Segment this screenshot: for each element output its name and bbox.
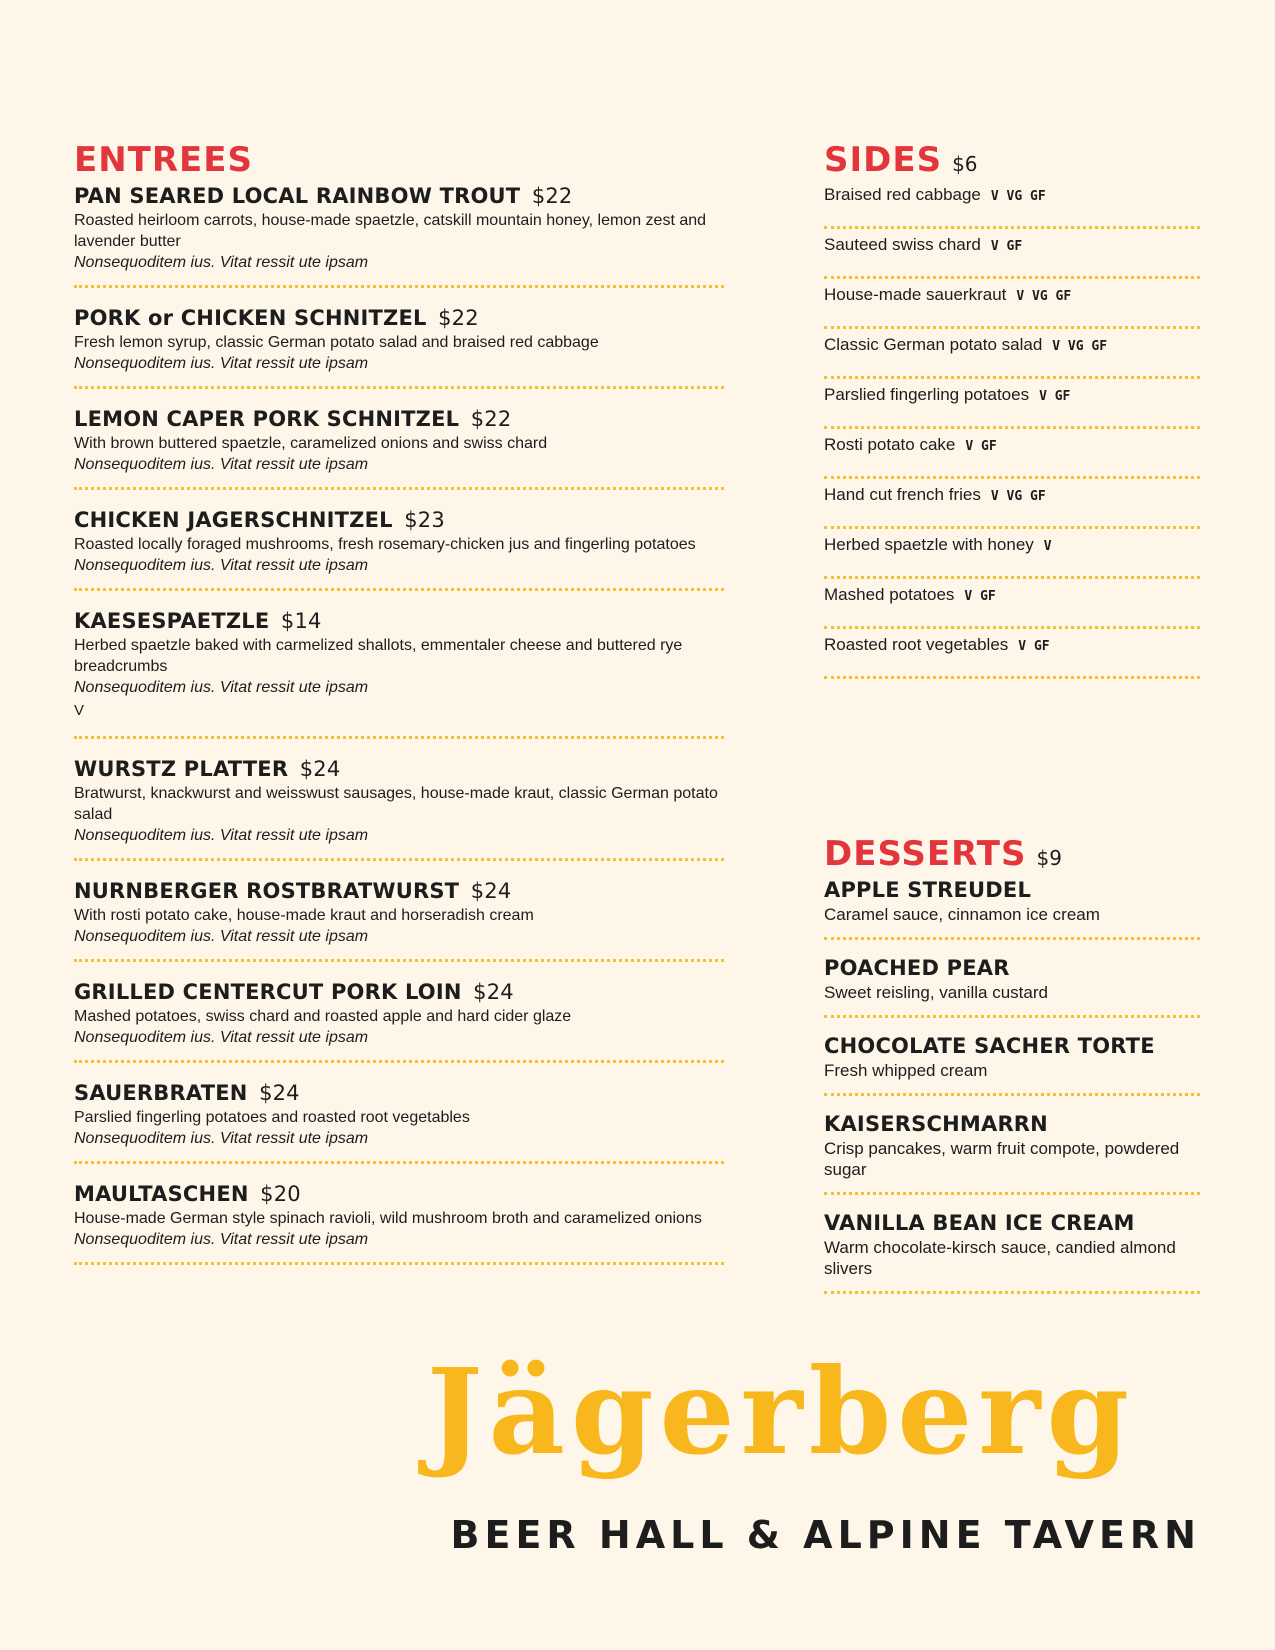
entree-note: Nonsequoditem ius. Vitat ressit ute ipsam xyxy=(74,1231,369,1248)
side-name: Mashed potatoes xyxy=(824,585,955,604)
dietary-tags: V GF xyxy=(1018,639,1050,654)
entree-item xyxy=(74,506,724,591)
entree-name: GRILLED CENTERCUT PORK LOIN xyxy=(74,980,462,1004)
side-name: Parslied fingerling potatoes xyxy=(824,385,1030,404)
entree-price: $14 xyxy=(280,609,322,633)
entree-item xyxy=(74,304,724,389)
side-item xyxy=(824,532,1200,579)
entree-description: House-made German style spinach ravioli, wild mushroom broth and caramelized onions xyxy=(74,1210,702,1227)
dietary-tags: V GF xyxy=(990,239,1023,254)
dietary-tags: V VG GF xyxy=(1052,339,1108,354)
dietary-tags: V GF xyxy=(1039,389,1071,404)
dietary-tags: V GF xyxy=(965,439,997,454)
dessert-item xyxy=(824,1032,1200,1096)
sides-section xyxy=(824,138,1200,682)
side-name: House-made sauerkraut xyxy=(824,285,1007,304)
dessert-name: POACHED PEAR xyxy=(824,956,1010,980)
side-item xyxy=(824,382,1200,429)
entree-note: Nonsequoditem ius. Vitat ressit ute ipsam xyxy=(74,1029,369,1046)
entree-note: Nonsequoditem ius. Vitat ressit ute ipsam xyxy=(74,557,369,574)
entree-name: WURSTZ PLATTER xyxy=(74,757,289,781)
entree-item xyxy=(74,755,724,861)
sides-title xyxy=(824,138,1200,182)
dessert-item xyxy=(824,876,1200,940)
brand-tagline: BEER HALL & ALPINE TAVERN xyxy=(450,1513,1201,1557)
entree-description: Roasted locally foraged mushrooms, fresh rosemary-chicken jus and fingerling potatoes xyxy=(74,536,696,553)
entree-price: $20 xyxy=(260,1182,301,1206)
entree-price: $22 xyxy=(470,407,512,431)
dessert-description: Fresh whipped cream xyxy=(824,1061,988,1080)
entree-name: PORK or CHICKEN SCHNITZEL xyxy=(74,306,427,330)
side-item xyxy=(824,332,1200,379)
desserts-section xyxy=(824,832,1200,1308)
entree-name: CHICKEN JAGERSCHNITZEL xyxy=(74,508,393,532)
side-item xyxy=(824,432,1200,479)
entree-item xyxy=(74,877,724,962)
side-name: Sauteed swiss chard xyxy=(824,235,981,254)
entree-price: $24 xyxy=(299,757,341,781)
side-item xyxy=(824,582,1200,629)
entree-description: Roasted heirloom carrots, house-made spaetzle, catskill mountain honey, lemon zest and lavender butter xyxy=(74,212,707,250)
dessert-name: APPLE STREUDEL xyxy=(824,878,1032,902)
side-name: Hand cut french fries xyxy=(824,485,981,504)
dessert-item xyxy=(824,954,1200,1018)
entree-price: $24 xyxy=(470,879,512,903)
entree-item xyxy=(74,1079,724,1164)
entree-item xyxy=(74,607,724,739)
dessert-description: Crisp pancakes, warm fruit compote, powdered sugar xyxy=(824,1139,1180,1179)
dietary-tags: V GF xyxy=(964,589,996,604)
entree-name: LEMON CAPER PORK SCHNITZEL xyxy=(74,407,460,431)
side-item xyxy=(824,632,1200,679)
entree-name: PAN SEARED LOCAL RAINBOW TROUT xyxy=(74,184,521,208)
side-name: Braised red cabbage xyxy=(824,185,981,204)
desserts-price: $9 xyxy=(1036,846,1062,870)
entree-description: Mashed potatoes, swiss chard and roasted apple and hard cider glaze xyxy=(74,1008,572,1025)
vegetarian-tag: V xyxy=(74,702,85,719)
desserts-heading: DESSERTS xyxy=(824,834,1027,874)
entree-note: Nonsequoditem ius. Vitat ressit ute ipsam xyxy=(74,928,369,945)
dessert-description: Sweet reisling, vanilla custard xyxy=(824,983,1048,1002)
side-item xyxy=(824,232,1200,279)
side-item xyxy=(824,182,1200,229)
side-item xyxy=(824,482,1200,529)
dessert-item xyxy=(824,1209,1200,1294)
entree-name: SAUERBRATEN xyxy=(74,1081,248,1105)
desserts-title xyxy=(824,832,1200,876)
side-name: Rosti potato cake xyxy=(824,435,956,454)
entree-note: Nonsequoditem ius. Vitat ressit ute ipsam xyxy=(74,355,369,372)
entree-description: Fresh lemon syrup, classic German potato salad and braised red cabbage xyxy=(74,334,599,351)
entree-name: NURNBERGER ROSTBRATWURST xyxy=(74,879,460,903)
entree-item xyxy=(74,182,724,288)
entree-note: Nonsequoditem ius. Vitat ressit ute ipsam xyxy=(74,1130,369,1147)
brand-logo: Jägerberg xyxy=(426,1342,1135,1481)
dietary-tags: V VG GF xyxy=(990,189,1046,204)
entree-price: $24 xyxy=(259,1081,300,1105)
entree-price: $22 xyxy=(531,184,573,208)
entree-description: With rosti potato cake, house-made kraut and horseradish cream xyxy=(74,907,534,924)
entrees-section xyxy=(74,138,724,1281)
dessert-name: CHOCOLATE SACHER TORTE xyxy=(824,1034,1155,1058)
entrees-title: ENTREES xyxy=(74,140,253,180)
dessert-name: VANILLA BEAN ICE CREAM xyxy=(824,1211,1135,1235)
entree-item xyxy=(74,1180,724,1265)
side-name: Roasted root vegetables xyxy=(824,635,1009,654)
dessert-description: Caramel sauce, cinnamon ice cream xyxy=(824,905,1100,924)
dietary-tags: V xyxy=(1043,539,1052,554)
dietary-tags: V VG GF xyxy=(990,489,1046,504)
entree-note: Nonsequoditem ius. Vitat ressit ute ipsam xyxy=(74,254,369,271)
dessert-name: KAISERSCHMARRN xyxy=(824,1112,1048,1136)
entree-description: Herbed spaetzle baked with carmelized shallots, emmentaler cheese and buttered rye breadcrumbs xyxy=(74,637,683,675)
side-name: Herbed spaetzle with honey xyxy=(824,535,1034,554)
entree-description: Parslied fingerling potatoes and roasted root vegetables xyxy=(74,1109,470,1126)
entree-name: MAULTASCHEN xyxy=(74,1182,249,1206)
sides-price: $6 xyxy=(952,152,978,176)
entree-note: Nonsequoditem ius. Vitat ressit ute ipsam xyxy=(74,827,369,844)
entree-note: Nonsequoditem ius. Vitat ressit ute ipsam xyxy=(74,679,369,696)
entree-price: $23 xyxy=(404,508,445,532)
entree-description: Bratwurst, knackwurst and weisswust sausages, house-made kraut, classic German potato salad xyxy=(74,785,718,823)
entree-item xyxy=(74,405,724,490)
dietary-tags: V VG GF xyxy=(1016,289,1072,304)
sides-heading: SIDES xyxy=(824,140,943,180)
dessert-item xyxy=(824,1110,1200,1195)
entree-price: $22 xyxy=(438,306,479,330)
entree-name: KAESESPAETZLE xyxy=(74,609,270,633)
entree-price: $24 xyxy=(473,980,514,1004)
entree-description: With brown buttered spaetzle, caramelized onions and swiss chard xyxy=(74,435,548,452)
entree-note: Nonsequoditem ius. Vitat ressit ute ipsam xyxy=(74,456,369,473)
entree-item xyxy=(74,978,724,1063)
side-item xyxy=(824,282,1200,329)
dessert-description: Warm chocolate-kirsch sauce, candied almond slivers xyxy=(824,1238,1176,1278)
side-name: Classic German potato salad xyxy=(824,335,1043,354)
